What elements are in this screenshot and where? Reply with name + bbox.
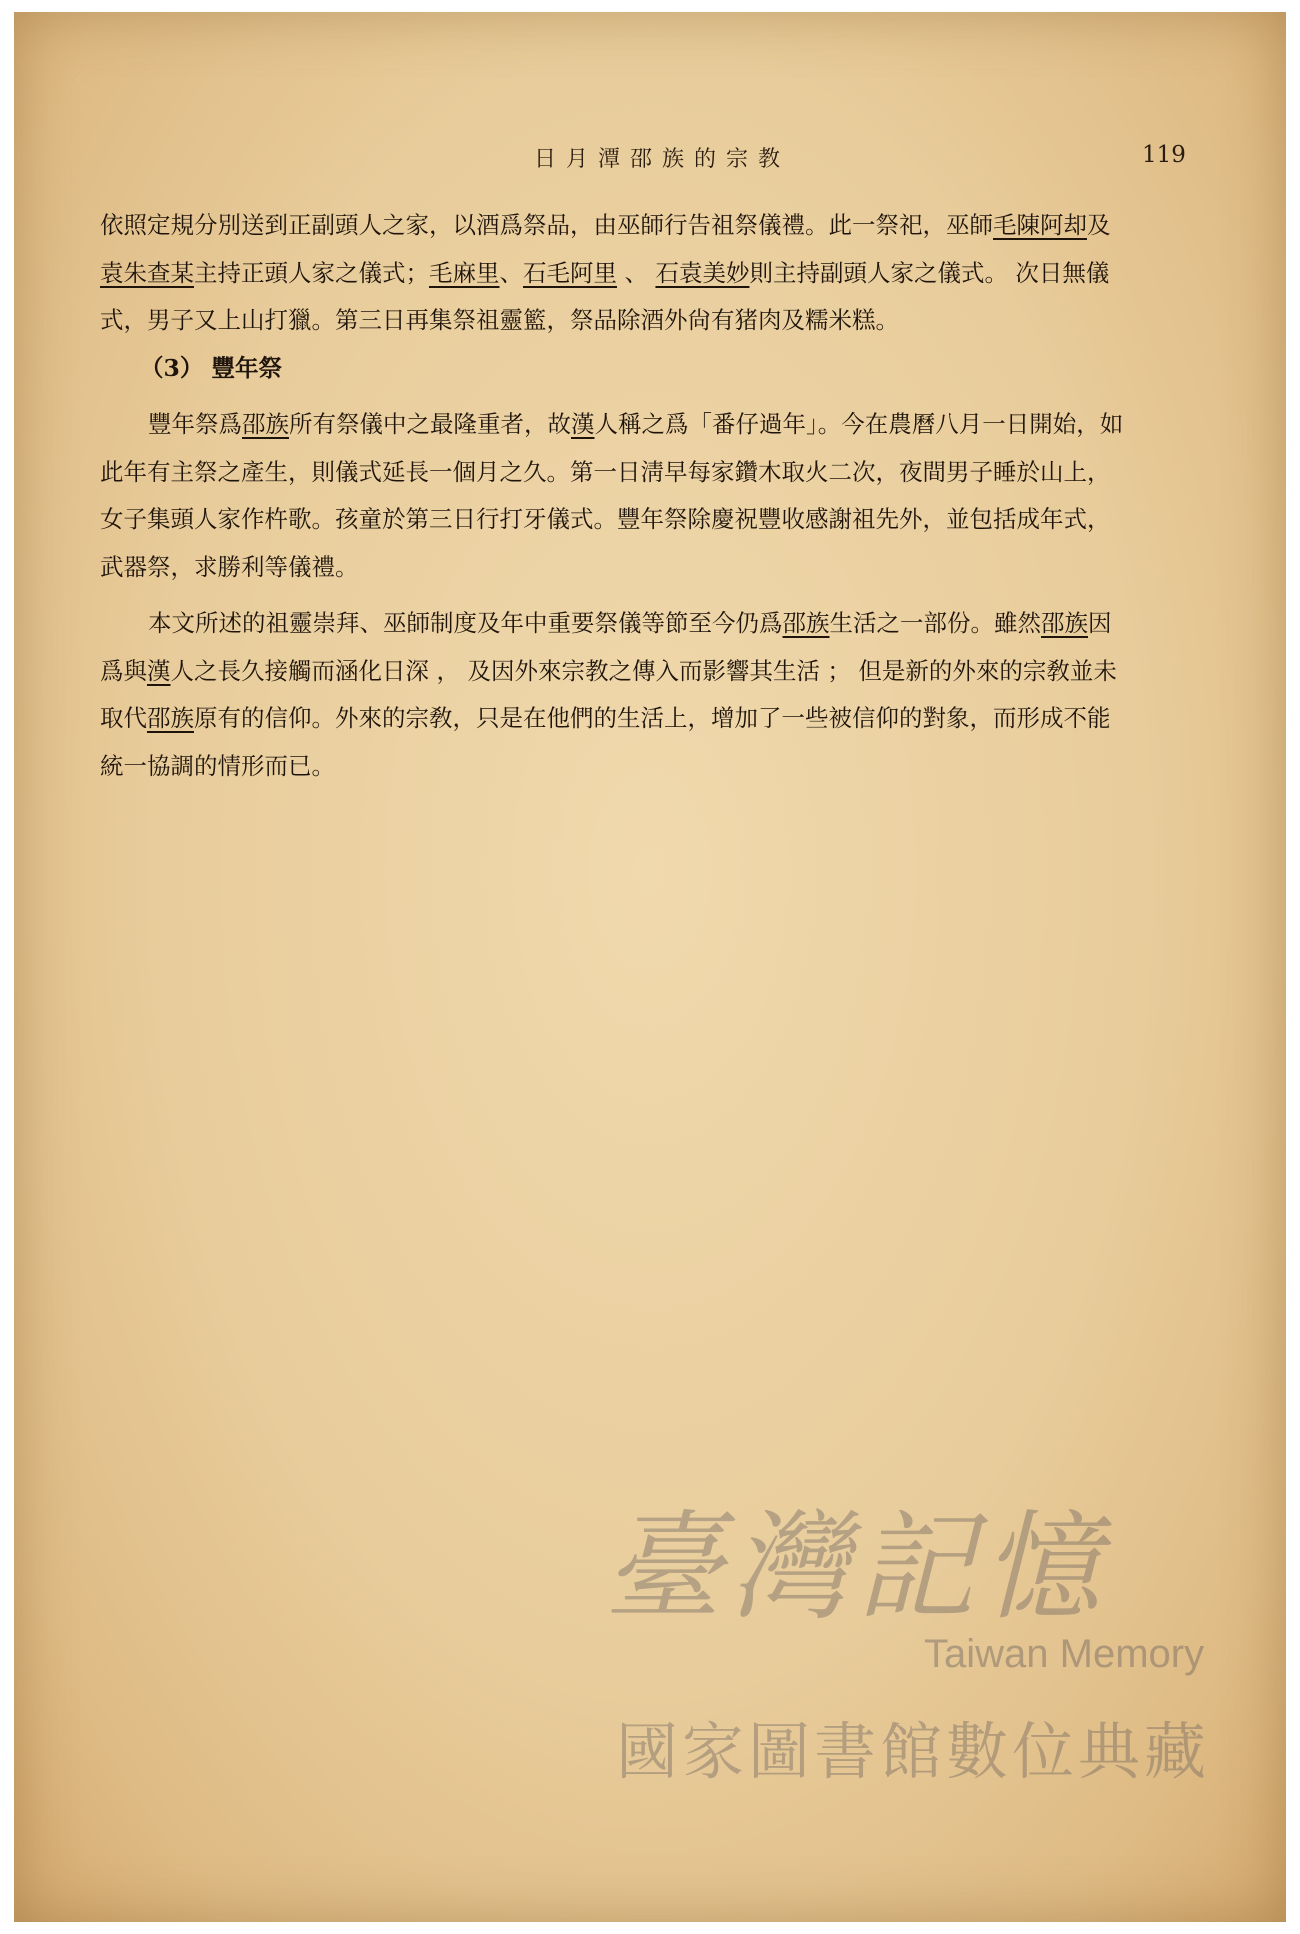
text-line: 女子集頭人家作杵歌。孩童於第三日行打牙儀式。豐年祭除慶祝豐收感謝祖先外，並包括成年式， [100, 505, 1111, 533]
taiwan-memory-watermark [604, 1472, 1224, 1792]
proper-name: 漢 [147, 656, 171, 685]
page-number: 119 [1142, 142, 1186, 168]
watermark-english: Taiwan Memory [924, 1632, 1205, 1676]
proper-name: 毛麻里 [429, 258, 500, 287]
text-line: 豐年祭爲邵族所有祭儀中之最隆重者，故漢人稱之爲「番仔過年」。今在農曆八月一日開始，如 [148, 410, 1124, 438]
proper-name: 漢 [571, 410, 595, 438]
running-head: 日月潭邵族的宗教 [534, 147, 791, 172]
section-heading: （3） 豐年祭 [140, 353, 283, 382]
proper-name: 石袁美妙 [655, 258, 750, 287]
scanned-page [14, 12, 1286, 1922]
text-line: 爲與漢人之長久接觸而涵化日深 ， 及因外來宗教之傳入而影響其生活 ； 但是新的外來的宗敎並未 [100, 656, 1117, 685]
proper-name: 袁朱查某 [100, 258, 194, 287]
proper-name: 邵族 [242, 410, 289, 438]
proper-name: 邵族 [782, 609, 830, 637]
proper-name: 邵族 [1041, 609, 1088, 637]
text-line: 依照定規分別送到正副頭人之家，以酒爲祭品，由巫師行告祖祭儀禮。此一祭祀，巫師毛陳阿却及 [100, 211, 1111, 239]
watermark-script: 臺灣記憶 [604, 1498, 1109, 1636]
text-line: 武器祭，求勝利等儀禮。 [100, 552, 359, 581]
proper-name: 石毛阿里 [523, 258, 617, 287]
proper-name: 毛陳阿却 [993, 211, 1087, 239]
text-line: 統一協調的情形而已。 [100, 751, 335, 780]
article-body [100, 202, 1200, 790]
proper-name: 邵族 [147, 704, 194, 732]
text-line: 袁朱查某主持正頭人家之儀式；毛麻里、石毛阿里 、 石袁美妙則主持副頭人家之儀式。 次日無儀 [100, 258, 1110, 287]
watermark-subtitle: 國家圖書館數位典藏 [616, 1715, 1211, 1788]
text-line: 式，男子又上山打獵。第三日再集祭祖靈籃，祭品除酒外尙有猪肉及糯米糕。 [100, 306, 899, 334]
text-line: 本文所述的祖靈崇拜、巫師制度及年中重要祭儀等節至今仍爲邵族生活之一部份。雖然邵族因 [148, 609, 1112, 637]
text-line: 取代邵族原有的信仰。外來的宗敎，只是在他們的生活上，增加了一些被信仰的對象，而形成不能 [100, 704, 1111, 732]
text-line: 此年有主祭之產生，則儀式延長一個月之久。第一日淸早每家鑽木取火二次，夜間男子睡於山上， [100, 457, 1111, 486]
